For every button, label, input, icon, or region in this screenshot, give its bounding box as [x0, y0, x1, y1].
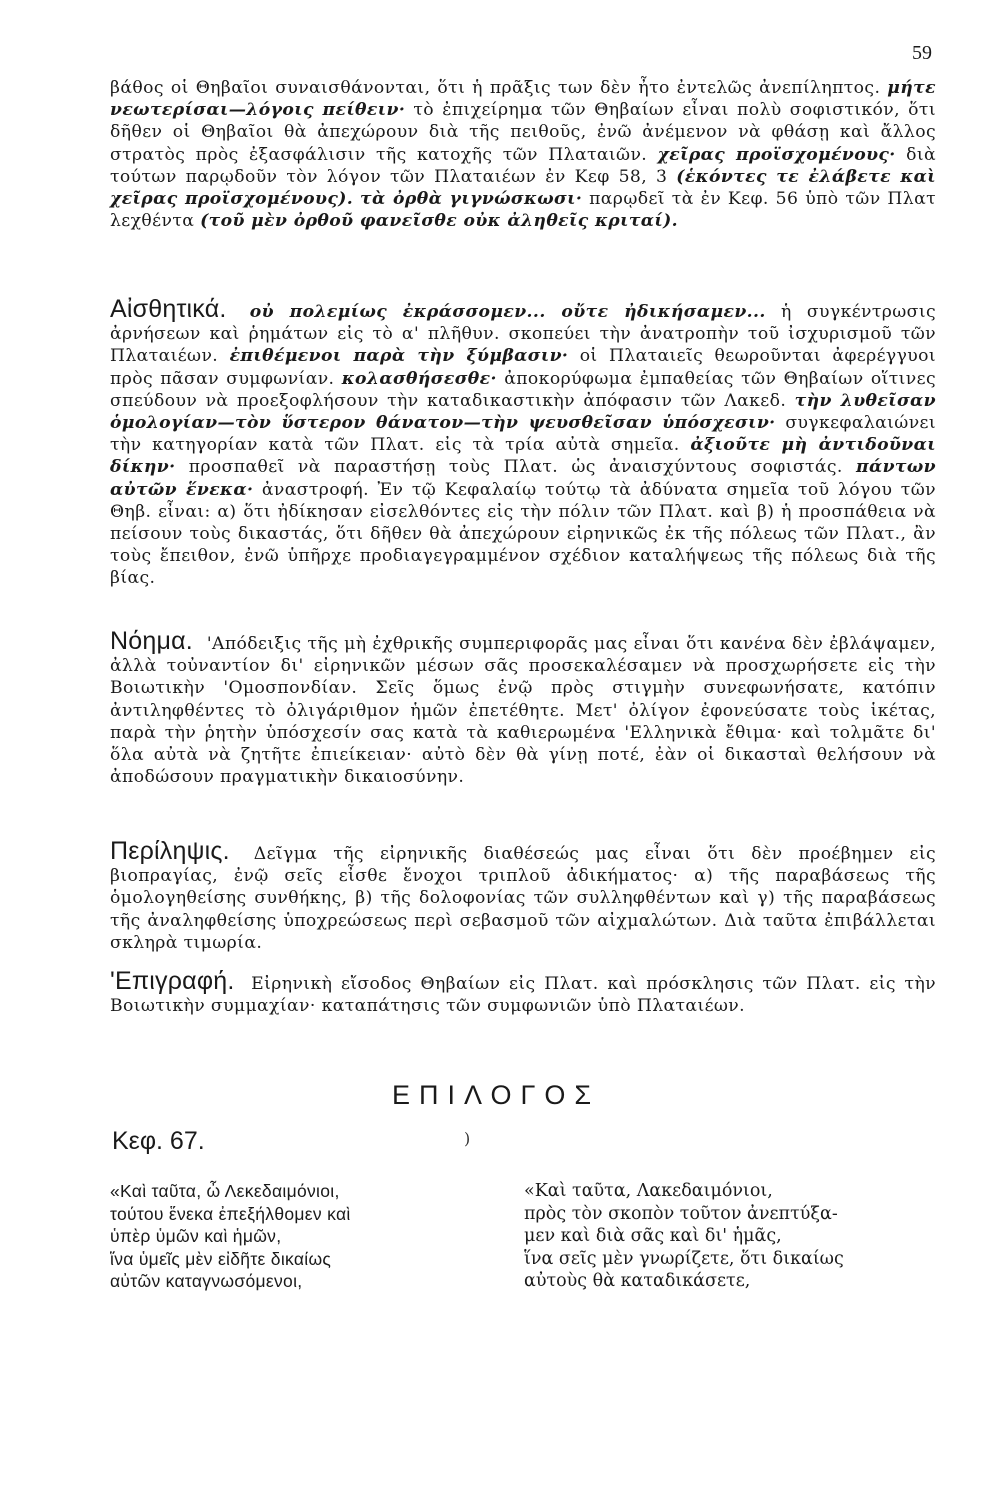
intro-text-2: τὸ ἐπιχείρημα τῶν Θηβαίων εἶναι πολὺ σοφιστικόν, ὅτι δῆθεν οἱ Θηβαῖοι θὰ ἀπεχώρουν διὰ τῆς πειθοῦς, ἐνῶ ἀνέμενον νὰ φθάσῃ καὶ ἄλλος στρατὸς πρὸς ἐξασφάλισιν τῆς κατοχῆς τῶν Πλαταιῶν. — [110, 100, 936, 165]
aisthetika-text-4: συγκεφαλαιώνει τὴν κατηγορίαν κατὰ τῶν Πλατ. εἰς τὰ τρία αὐτὰ σημεῖα. — [110, 413, 936, 456]
page-number: 59 — [912, 42, 932, 64]
original-line: ὑπὲρ ὑμῶν καὶ ἡμῶν, — [110, 1226, 282, 1246]
intro-text-3: διὰ τούτων παρῳδοῦν τὸν λόγον τῶν Πλαταιέων ἐν Κεφ 58, 3 — [110, 144, 936, 187]
aisthetika-text-5: προσπαθεῖ νὰ παραστήσῃ τοὺς Πλατ. ὡς ἀναισχύντους σοφιστάς. — [188, 457, 843, 478]
perilipsis-heading: Περίληψις. — [110, 837, 230, 865]
aisthetika-section — [110, 295, 936, 590]
epigrafi-heading: 'Επιγραφή. — [110, 967, 235, 995]
aisthetika-quote-5: ἀξιοῦτε μὴ ἀντιδοῦναι δίκην· — [110, 435, 936, 478]
intro-text-1: βάθος οἱ Θηβαῖοι συναισθάνονται, ὅτι ἡ πρᾶξις των δὲν ἦτο ἐντελῶς ἀνεπίληπτος. — [110, 78, 881, 98]
aisthetika-text-2: οἱ Πλαταιεῖς θεωροῦνται ἀφερέγγυοι πρὸς πᾶσαν συμφωνίαν. — [110, 346, 936, 389]
aisthetika-text-6: ἀναστροφή. Ἐν τῷ Κεφαλαίῳ τούτῳ τὰ ἀδύνατα σημεῖα τοῦ λόγου τῶν Θηβ. εἶναι: α) ὅτι ἠδίκησαν εἰσελθόντες εἰς τὴν πόλιν τῶν Πλατ. καὶ β) ἡ προσπάθεια νὰ πείσουν τοὺς δικαστάς, ὅτι δῆθεν θὰ ἀπεχώρουν εἰρηνικῶς ἐκ τῆς πόλεως τῶν Πλατ., ἂν τοὺς ἔπειθον, ἐνῶ ὑπῆρχε προδιαγεγραμμένον σχέδιον καταλήψεως τῆς πόλεως διὰ τῆς βίας. — [110, 479, 936, 589]
translation-line: αὐτοὺς θὰ καταδικάσετε, — [524, 1271, 751, 1291]
aisthetika-text-1: ἡ συγκέντρωσις ἀρνήσεων καὶ ῥημάτων εἰς τὸ α' πλῆθυν. σκοπεύει τὴν ἀνατροπὴν τοῦ ἰσχυρισμοῦ τῶν Πλαταιέων. — [110, 302, 936, 367]
aisthetika-quote-3: κολασθήσεσθε· — [341, 368, 497, 389]
aisthetika-quote-4: τὴν λυθεῖσαν ὁμολογίαν—τὸν ὕστερον θάνατον—τὴν ψευσθεῖσαν ὑπόσχεσιν· — [110, 390, 936, 434]
original-line: «Καὶ ταῦτα, ὦ Λεκεδαιμόνιοι, — [110, 1181, 340, 1201]
intro-quote-1: μήτε νεωτερίσαι—λόγοις πείθειν· — [110, 78, 936, 121]
aisthetika-quote-2: ἐπιθέμενοι παρὰ τὴν ξύμβασιν· — [229, 346, 569, 367]
aisthetika-quote-6: πάντων αὐτῶν ἕνεκα· — [110, 457, 936, 500]
translation-line: ἵνα σεῖς μὲν γνωρίζετε, ὅτι δικαίως — [524, 1248, 844, 1269]
aisthetika-text-3: ἀποκορύφωμα ἐμπαθείας τῶν Θηβαίων οἵτινες σπεύδουν νὰ προεξοφλήσουν τὴν καταδικαστικὴν ἀπόφασιν τῶν Λακεδ. — [110, 368, 936, 411]
original-line: τούτου ἕνεκα ἐπεξήλθομεν καὶ — [110, 1203, 351, 1224]
chapter-label: Κεφ. 67. — [112, 1127, 205, 1155]
original-line: αὐτῶν καταγνωσόμενοι, — [110, 1271, 303, 1291]
original-text-column — [110, 1180, 498, 1293]
original-line: ἵνα ὑμεῖς μὲν εἰδῆτε δικαίως — [110, 1248, 332, 1269]
translation-column — [524, 1180, 912, 1293]
intro-paragraph — [110, 77, 936, 232]
intro-quote-3: (ἑκόντες τε ἐλάβετε καὶ χεῖρας προϊσχομένους). — [110, 166, 936, 210]
intro-text-4: παρῳδεῖ τὰ ἐν Κεφ. 56 ὑπὸ τῶν Πλατ λεχθέντα — [110, 189, 937, 232]
noima-text: 'Απόδειξις τῆς μὴ ἐχθρικῆς συμπεριφορᾶς μας εἶναι ὅτι κανένα δὲν ἐβλάψαμεν, ἀλλὰ τοὐναντίον δι' εἰρηνικῶν μέσων σᾶς προσεκαλέσαμεν νὰ προσχωρήσετε εἰς τὴν Βοιωτικὴν 'Ομοσπονδίαν. Σεῖς ὅμως ἐνῷ πρὸς στιγμὴν συνεφωνήσατε, κατόπιν ἀντιληφθέντες τὸ ὀλιγάριθμον ἡμῶν ἐπετέθητε. Μετ' ὀλίγον ἐφονεύσατε τοὺς ἱκέτας, παρὰ τὴν ῥητὴν ὑπόσχεσίν σας κατὰ τὰ καθιερωμένα 'Ελληνικὰ ἔθιμα· καὶ τολμᾶτε δι' ὅλα αὐτὰ νὰ ζητῆτε ἐπιείκειαν· αὐτὸ δὲν θὰ γίνῃ ποτέ, ἐὰν οἱ δικασταὶ θελήσουν νὰ ἀποδώσουν πραγματικὴν δικαιοσύνην. — [110, 634, 936, 788]
noima-heading: Νόημα. — [110, 627, 193, 655]
intro-quote-5: (τοῦ μὲν ὀρθοῦ φανεῖσθε οὐκ ἀληθεῖς κριταί). — [200, 211, 679, 232]
translation-line: «Καὶ ταῦτα, Λακεδαιμόνιοι, — [524, 1181, 773, 1201]
aisthetika-heading: Αἰσθητικά. — [110, 295, 227, 323]
noima-section — [110, 627, 936, 788]
perilipsis-text: Δεῖγμα τῆς εἰρηνικῆς διαθέσεώς μας εἶναι ὅτι δὲν προέβημεν εἰς βιοπραγίας, ἐνῷ σεῖς εἶσθε ἔνοχοι τριπλοῦ ἀδικήματος· α) τῆς παραβάσεως τῆς ὁμολογηθείσης συνθήκης, β) τῆς δολοφονίας τῶν συλληφθέντων καὶ γ) τῆς παραβάσεως τῆς ἀναληφθείσης ὑποχρεώσεως περὶ σεβασμοῦ τῶν αἰχμαλώτων. Διὰ ταῦτα ἐπιβάλλεται σκληρὰ τιμωρία. — [110, 844, 936, 953]
epigrafi-section — [110, 967, 936, 1017]
stray-mark: ) — [464, 1129, 471, 1148]
translation-line: μεν καὶ διὰ σᾶς καὶ δι' ἡμᾶς, — [524, 1226, 782, 1246]
intro-quote-4: τὰ ὀρθὰ γιγνώσκωσι· — [360, 189, 583, 210]
epigrafi-text: Εἰρηνικὴ εἴσοδος Θηβαίων εἰς Πλατ. καὶ πρόσκλησις τῶν Πλατ. εἰς τὴν Βοιωτικὴν συμμαχίαν· καταπάτησις τῶν συμφωνιῶν ὑπὸ Πλαταιέων. — [110, 974, 936, 1017]
epilogue-title: ΕΠΙΛΟΓΟΣ — [391, 1080, 601, 1110]
aisthetika-quote-1: οὐ πολεμίως ἐκράσσομεν... οὔτε ἠδικήσαμεν... — [249, 302, 766, 322]
intro-quote-2: χεῖρας προϊσχομένους· — [657, 144, 896, 165]
perilipsis-section — [110, 837, 936, 954]
translation-line: πρὸς τὸν σκοπὸν τοῦτον ἀνεπτύξα- — [524, 1203, 838, 1224]
